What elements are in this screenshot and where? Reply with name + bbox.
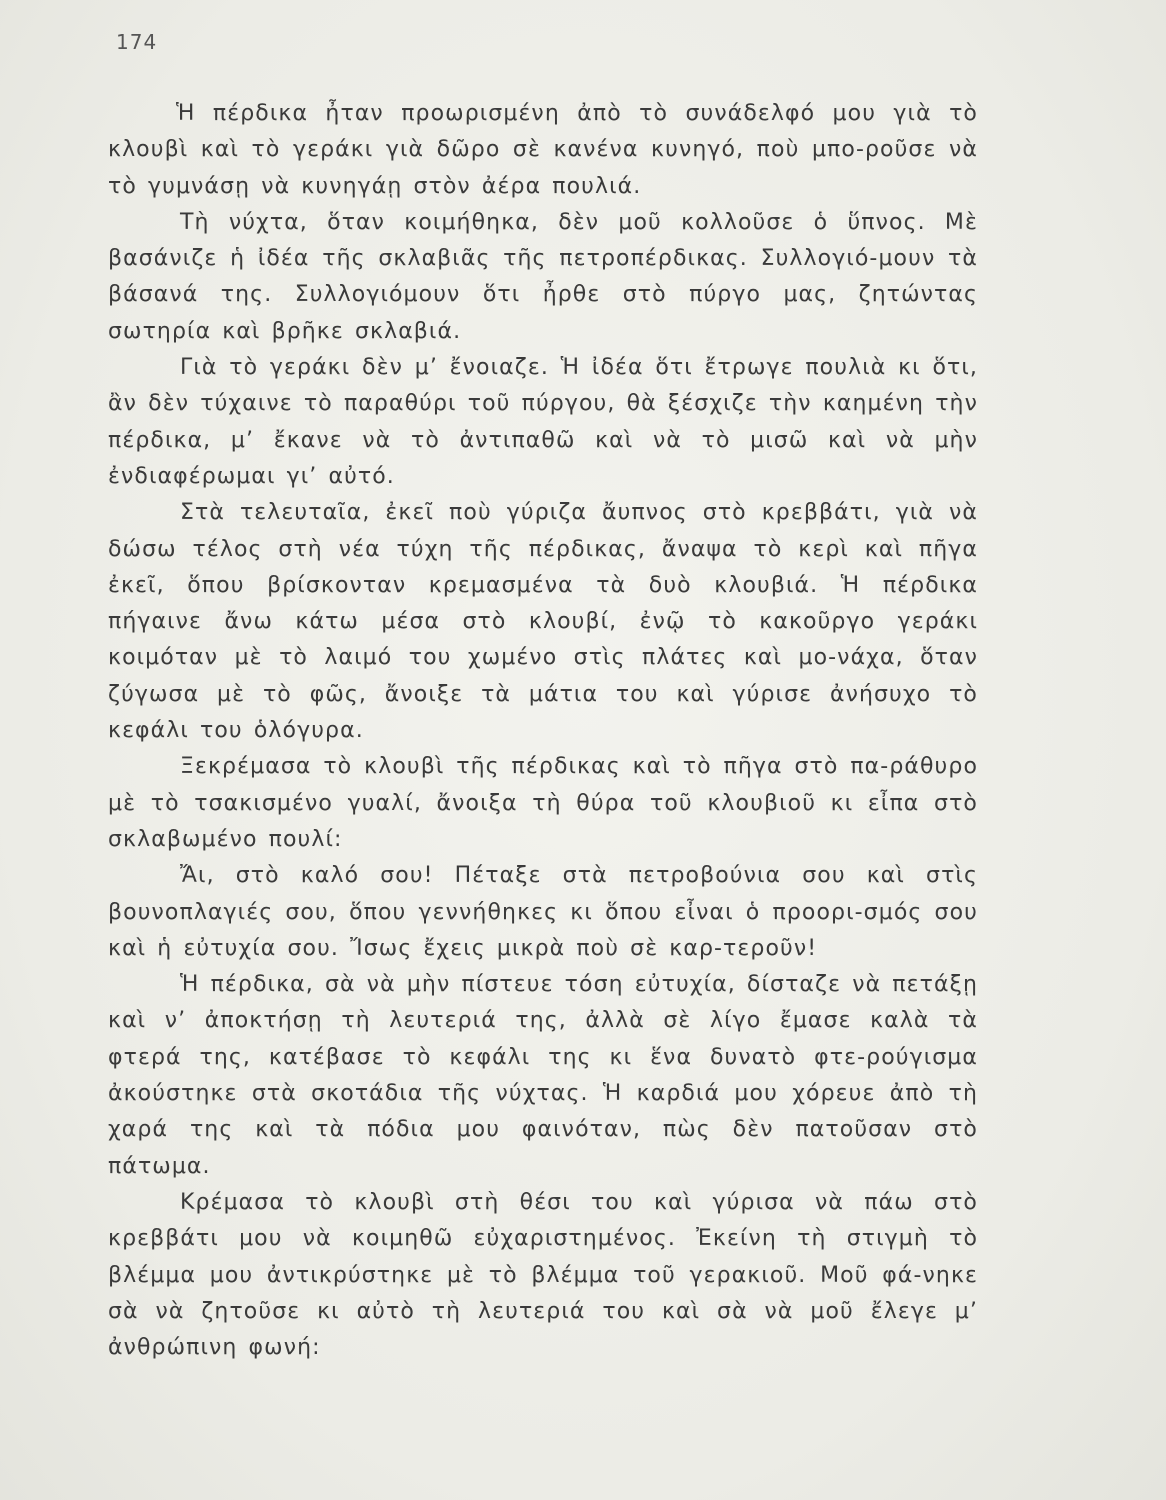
paragraph-4: Στὰ τελευταῖα, ἐκεῖ ποὺ γύριζα ἄυπνος στὸ κρεββάτι, γιὰ νὰ δώσω τέλος στὴ νέα τύχη τῆς πέρδικας, ἄναψα τὸ κερὶ καὶ πῆγα ἐκεῖ, ὅπου βρίσκονταν κρεμασμένα τὰ δυὸ κλουβιά. Ἡ πέρδικα πήγαινε ἄνω κάτω μέσα στὸ κλουβί, ἐνῷ τὸ κακοῦργο γεράκι κοιμόταν μὲ τὸ λαιμό του χωμένο στὶς πλάτες καὶ μο-νάχα, ὅταν ζύγωσα μὲ τὸ φῶς, ἄνοιξε τὰ μάτια του καὶ γύρισε ἀνήσυχο τὸ κεφάλι του ὁλόγυρα. bbox=[108, 500, 978, 744]
paragraph-6: Ἄι, στὸ καλό σου! Πέταξε στὰ πετροβούνια σου καὶ στὶς βουνοπλαγιές σου, ὅπου γεννήθηκες κι ὅπου εἶναι ὁ προορι-σμός σου καὶ ἡ εὐτυχία σου. Ἴσως ἔχεις μικρὰ ποὺ σὲ καρ-τεροῦν! bbox=[108, 863, 978, 961]
paragraph-5: Ξεκρέμασα τὸ κλουβὶ τῆς πέρδικας καὶ τὸ πῆγα στὸ πα-ράθυρο μὲ τὸ τσακισμένο γυαλί, ἄνοιξα τὴ θύρα τοῦ κλουβιοῦ κι εἶπα στὸ σκλαβωμένο πουλί: bbox=[108, 754, 978, 852]
page-number: 174 bbox=[116, 30, 158, 54]
text-body bbox=[108, 96, 978, 1366]
paragraph-8: Κρέμασα τὸ κλουβὶ στὴ θέσι του καὶ γύρισα νὰ πάω στὸ κρεββάτι μου νὰ κοιμηθῶ εὐχαριστημένος. Ἐκείνη τὴ στιγμὴ τὸ βλέμμα μου ἀντικρύστηκε μὲ τὸ βλέμμα τοῦ γερακιοῦ. Μοῦ φά-νηκε σὰ νὰ ζητοῦσε κι αὐτὸ τὴ λευτεριά του καὶ σὰ νὰ μοῦ ἔλεγε μ’ ἀνθρώπινη φωνή: bbox=[108, 1189, 978, 1361]
paragraph-1: Ἡ πέρδικα ἦταν προωρισμένη ἀπὸ τὸ συνάδελφό μου γιὰ τὸ κλουβὶ καὶ τὸ γεράκι γιὰ δῶρο σὲ κανένα κυνηγό, ποὺ μπο-ροῦσε νὰ τὸ γυμνάσῃ νὰ κυνηγάῃ στὸν ἀέρα πουλιά. bbox=[108, 101, 978, 199]
paragraph-7: Ἡ πέρδικα, σὰ νὰ μὴν πίστευε τόση εὐτυχία, δίσταζε νὰ πετάξῃ καὶ ν’ ἀποκτήσῃ τὴ λευτεριά της, ἀλλὰ σὲ λίγο ἔμασε καλὰ τὰ φτερά της, κατέβασε τὸ κεφάλι της κι ἕνα δυνατὸ φτε-ρούγισμα ἀκούστηκε στὰ σκοτάδια τῆς νύχτας. Ἡ καρδιά μου χόρευε ἀπὸ τὴ χαρά της καὶ τὰ πόδια μου φαινόταν, πὼς δὲν πατοῦσαν στὸ πάτωμα. bbox=[108, 972, 978, 1179]
paragraph-2: Τὴ νύχτα, ὅταν κοιμήθηκα, δὲν μοῦ κολλοῦσε ὁ ὕπνος. Μὲ βασάνιζε ἡ ἰδέα τῆς σκλαβιᾶς τῆς πετροπέρδικας. Συλλογιό-μουν τὰ βάσανά της. Συλλογιόμουν ὅτι ἦρθε στὸ πύργο μας, ζητώντας σωτηρία καὶ βρῆκε σκλαβιά. bbox=[108, 209, 978, 344]
paragraph-3: Γιὰ τὸ γεράκι δὲν μ’ ἔνοιαζε. Ἡ ἰδέα ὅτι ἔτρωγε πουλιὰ κι ὅτι, ἂν δὲν τύχαινε τὸ παραθύρι τοῦ πύργου, θὰ ξέσχιζε τὴν καημένη τὴν πέρδικα, μ’ ἔκανε νὰ τὸ ἀντιπαθῶ καὶ νὰ τὸ μισῶ καὶ νὰ μὴν ἐνδιαφέρωμαι γι’ αὐτό. bbox=[108, 355, 978, 489]
